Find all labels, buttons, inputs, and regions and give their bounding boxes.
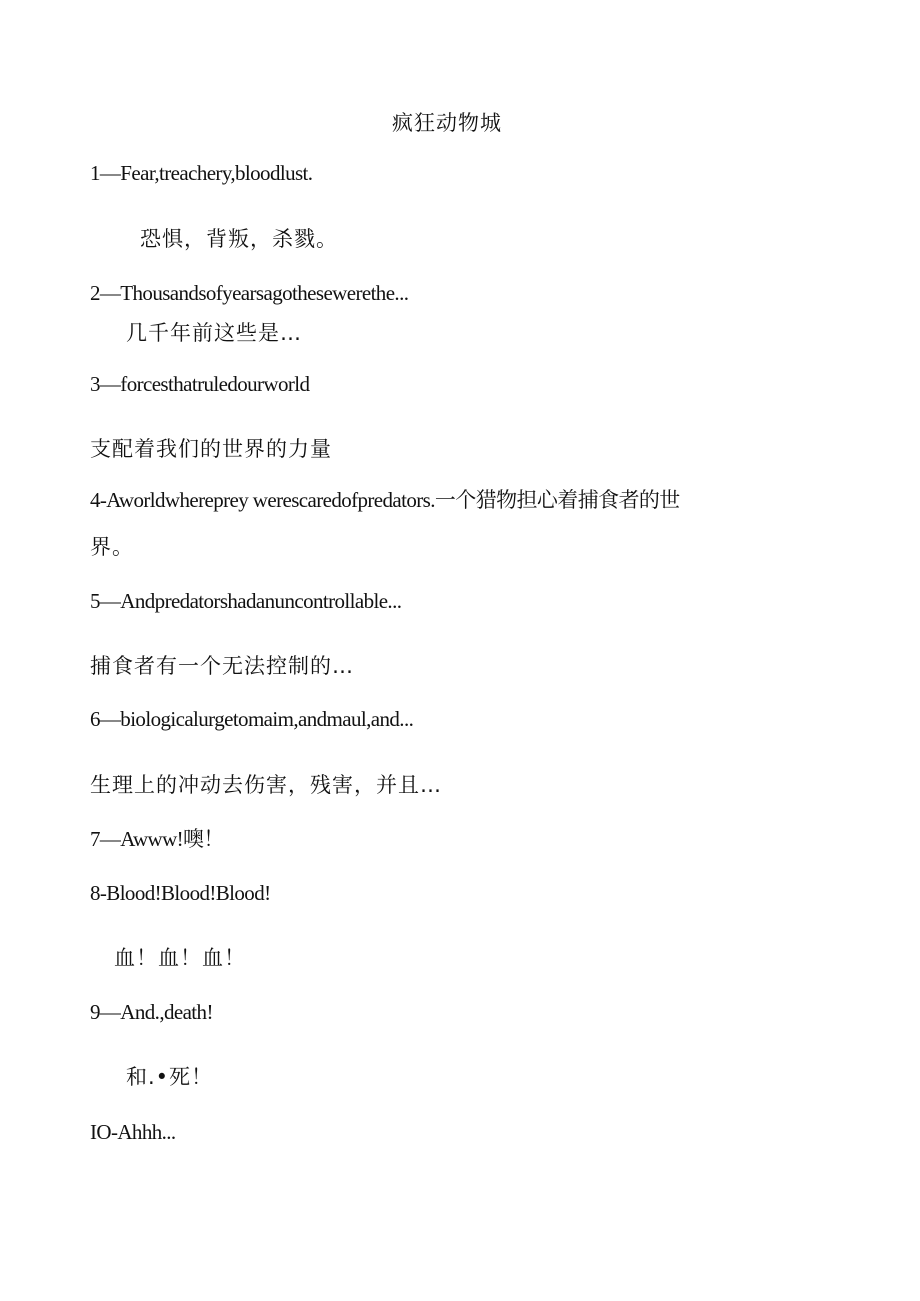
subtitle-line-3: 3—forcesthatruledourworld [90,372,310,396]
subtitle-line-6: 6—biologicalurgetomaim,andmaul,and... [90,707,414,731]
translation-line-8: 血！血！血！ [114,946,246,970]
translation-line-3: 支配着我们的世界的力量 [90,437,332,461]
subtitle-line-10: IO-Ahhh... [90,1120,176,1144]
translation-line-1: 恐惧，背叛，杀戮。 [140,227,338,251]
subtitle-line-4: 4-Aworldwhereprey werescaredofpredators.一个猎物担心着捕食者的世 [90,488,680,512]
subtitle-line-7: 7—Awww!噢！ [90,827,224,851]
subtitle-line-2: 2—Thousandsofyearsagothesewerethe... [90,281,409,305]
page-title: 疯狂动物城 [392,111,502,135]
translation-line-4-continued: 界。 [90,535,134,559]
translation-line-2: 几千年前这些是… [126,321,302,345]
subtitle-line-5: 5—Andpredatorshadanuncontrollable... [90,589,402,613]
subtitle-line-8: 8-Blood!Blood!Blood! [90,881,271,905]
subtitle-line-1: 1—Fear,treachery,bloodlust. [90,161,313,185]
translation-line-9: 和.•死！ [126,1065,214,1089]
subtitle-line-9: 9—And.,death! [90,1000,213,1024]
translation-line-6: 生理上的冲动去伤害，残害，并且… [90,773,442,797]
translation-line-5: 捕食者有一个无法控制的… [90,654,354,678]
